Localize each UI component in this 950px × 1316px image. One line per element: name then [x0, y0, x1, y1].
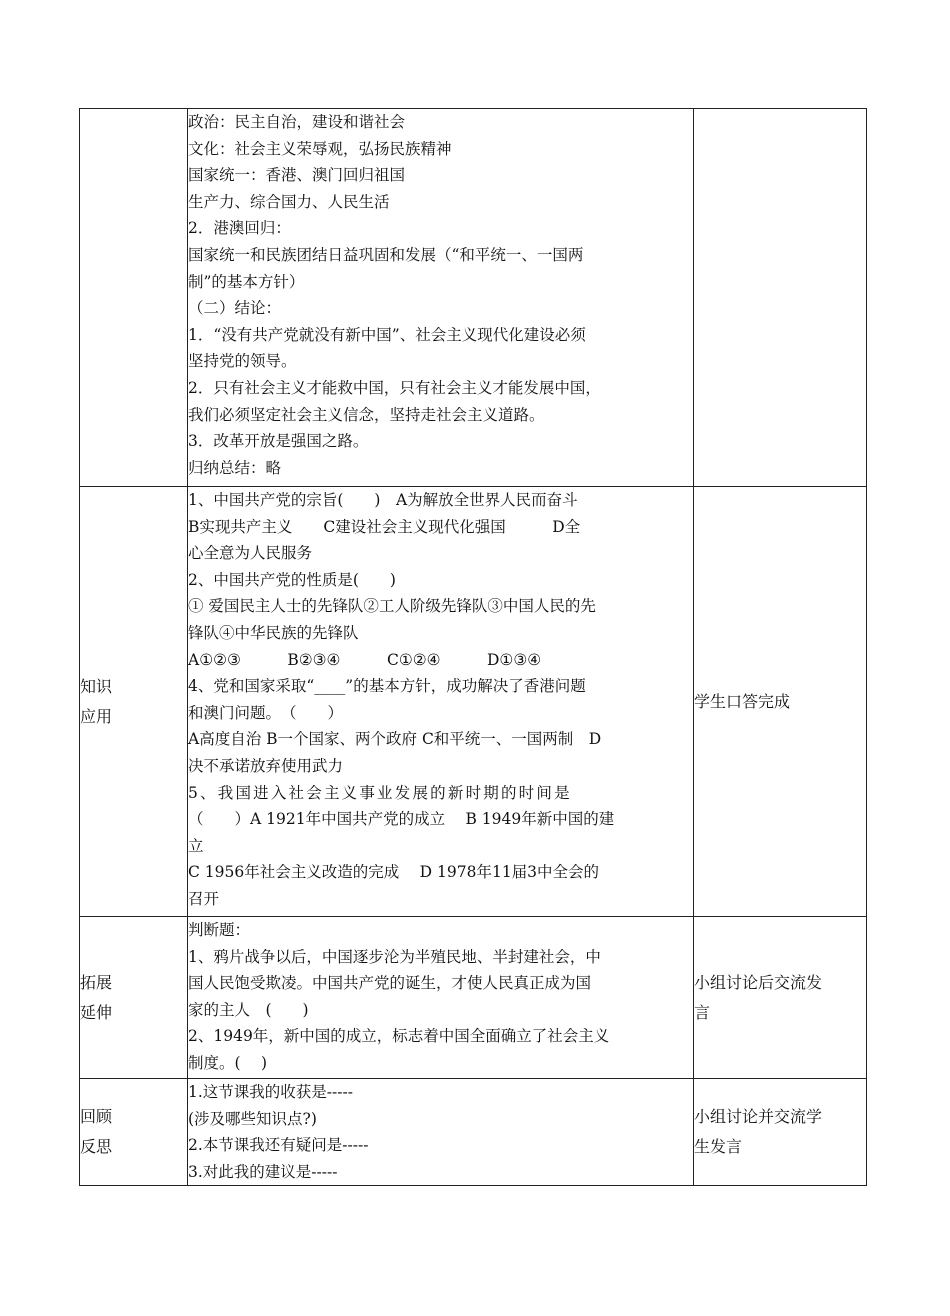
content-line: B实现共产主义 C建设社会主义现代化强国 D全 — [188, 517, 581, 536]
row-label-cell — [80, 1079, 188, 1186]
table-row — [80, 917, 867, 1079]
content-line: (涉及哪些知识点?) — [188, 1109, 317, 1128]
content-line: 2．只有社会主义才能救中国，只有社会主义才能发展中国， — [188, 378, 601, 397]
note-cell — [694, 917, 867, 1079]
row-label-line: 反思 — [80, 1137, 113, 1157]
note-cell — [694, 487, 867, 917]
content-line: 1、鸦片战争以后，中国逐步沦为半殖民地、半封建社会，中 — [188, 947, 601, 966]
content-line: 决不承诺放弃使用武力 — [188, 756, 344, 775]
note-line: 言 — [694, 1002, 711, 1022]
content-line: 锋队④中华民族的先锋队 — [188, 623, 359, 642]
lesson-table — [79, 108, 867, 1186]
row-label-line: 知识 — [80, 676, 113, 696]
content-line: 4、党和国家采取“____”的基本方针，成功解决了香港问题 — [188, 677, 586, 696]
row-label-line: 回顾 — [80, 1107, 113, 1127]
content-line: 3.对此我的建议是----- — [188, 1162, 338, 1181]
row-label-cell — [80, 487, 188, 917]
row-label-cell — [80, 109, 188, 487]
note-line: 小组讨论并交流学 — [694, 1107, 823, 1127]
note-cell — [694, 109, 867, 487]
note-line: 小组讨论后交流发 — [694, 972, 823, 992]
content-line: 召开 — [188, 889, 220, 908]
note-line: 生发言 — [694, 1137, 743, 1157]
content-line: 国家统一和民族团结日益巩固和发展（“和平统一、一国两 — [188, 245, 584, 264]
content-line: 国人民饱受欺凌。中国共产党的诞生，才使人民真正成为国 — [188, 974, 592, 993]
content-line: 2.本节课我还有疑问是----- — [188, 1136, 369, 1155]
content-line: 1、中国共产党的宗旨( ) A为解放全世界人民而奋斗 — [188, 491, 578, 509]
table-row — [80, 1079, 867, 1186]
content-line: C 1956年社会主义改造的完成 D 1978年11届3中全会的 — [188, 863, 600, 882]
content-line: （ ）A 1921年中国共产党的成立 B 1949年新中国的建 — [188, 810, 615, 829]
content-line: A高度自治 B一个国家、两个政府 C和平统一、一国两制 D — [188, 730, 602, 749]
row-label-line: 延伸 — [80, 1002, 113, 1022]
content-line: 和澳门问题。 （ ） — [188, 703, 344, 722]
note-cell — [694, 1079, 867, 1186]
content-line: ① 爱国民主人士的先锋队②工人阶级先锋队③中国人民的先 — [188, 597, 596, 616]
content-line: 国家统一：香港、澳门回归祖国 — [188, 166, 406, 185]
content-line: 立 — [188, 836, 204, 855]
content-line: 2．港澳回归： — [188, 219, 291, 238]
content-line: 1.这节课我的收获是----- — [188, 1083, 353, 1101]
row-label-line: 拓展 — [80, 972, 113, 992]
content-cell — [188, 1079, 694, 1186]
content-line: 政治：民主自治，建设和谐社会 — [188, 113, 406, 131]
content-cell — [188, 487, 694, 917]
row-label-cell — [80, 917, 188, 1079]
content-cell — [188, 109, 694, 487]
content-line: 归纳总结：略 — [188, 458, 282, 477]
content-line: 家的主人 ( ) — [188, 1000, 309, 1019]
content-line: 生产力、综合国力、人民生活 — [188, 192, 390, 211]
content-line: 文化：社会主义荣辱观，弘扬民族精神 — [188, 139, 452, 158]
table-row — [80, 487, 867, 917]
content-line: （二）结论： — [188, 299, 282, 318]
content-line: 我们必须坚定社会主义信念，坚持走社会主义道路。 — [188, 405, 545, 424]
content-line: 1．“没有共产党就没有新中国”、社会主义现代化建设必须 — [188, 325, 586, 344]
content-line: 3．改革开放是强国之路。 — [188, 432, 369, 451]
content-line: 制度。( ) — [188, 1053, 268, 1072]
content-line: 2、中国共产党的性质是( ) — [188, 570, 396, 589]
content-line: 5、我国进入社会主义事业发展的新时期的时间是 — [188, 783, 572, 802]
row-label-line: 应用 — [80, 706, 113, 726]
content-cell — [188, 917, 694, 1079]
content-line: 2、1949年，新中国的成立，标志着中国全面确立了社会主义 — [188, 1027, 610, 1046]
content-line: 心全意为人民服务 — [188, 544, 313, 563]
content-line: 判断题： — [188, 921, 251, 939]
table-row — [80, 109, 867, 487]
content-line: 制”的基本方针） — [188, 272, 305, 291]
content-line: A①②③ B②③④ C①②④ D①③④ — [188, 650, 542, 669]
content-line: 坚持党的领导。 — [188, 352, 297, 371]
note-line: 学生口答完成 — [694, 691, 791, 711]
